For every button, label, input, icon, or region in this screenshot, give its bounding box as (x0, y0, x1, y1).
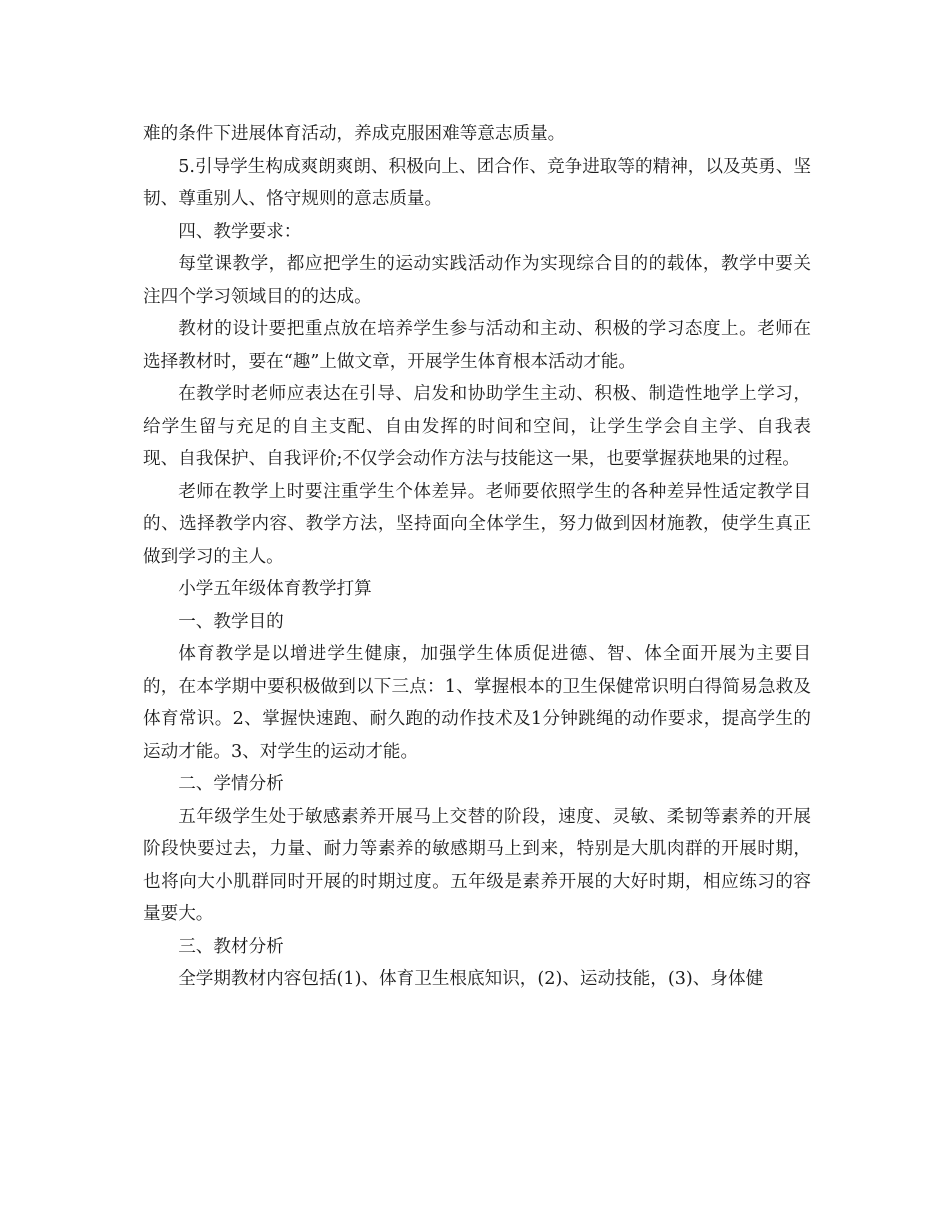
paragraph-goal-5: 5.引导学生构成爽朗爽朗、积极向上、团合作、竞争进取等的精神，以及英勇、坚韧、尊重别人、恪守规则的意志质量。 (143, 156, 811, 209)
section-title: 小学五年级体育教学打算 (178, 579, 372, 599)
heading-material-analysis: 三、教材分析 (178, 936, 284, 957)
paragraph-student-analysis: 五年级学生处于敏感素养开展马上交替的阶段，速度、灵敏、柔韧等素养的开展阶段快要过去，力量、耐力等素养的敏感期马上到来，特别是大肌肉群的开展时期，也将向大小肌群同时开展的时期过度。五年级是素养开展的大好时期，相应练习的容量要大。 (143, 806, 811, 924)
paragraph-teaching-goals: 体育教学是以增进学生健康，加强学生体质促进德、智、体全面开展为主要目的，在本学期中要积极做到以下三点：1、掌握根本的卫生保健常识明白得简易急救及体育常识。2、掌握快速跑、耐久跑的动作技术及1分钟跳绳的动作要求，提高学生的运动才能。3、对学生的运动才能。 (143, 644, 811, 762)
paragraph-material-analysis: 全学期教材内容包括(1)、体育卫生根底知识，(2)、运动技能，(3)、身体健 (178, 969, 764, 989)
document-body (143, 118, 811, 996)
heading-teaching-goals: 一、教学目的 (178, 611, 284, 632)
paragraph-continuation: 难的条件下进展体育活动，养成克服困难等意志质量。 (143, 124, 566, 144)
paragraph-requirement-3: 在教学时老师应表达在引导、启发和协助学生主动、积极、制造性地学上学习，给学生留与充足的自主支配、自由发挥的时间和空间，让学生学会自主学、自我表现、自我保护、自我评价;不仅学会动作方法与技能这一果，也要掌握获地果的过程。 (143, 384, 811, 469)
paragraph-requirement-4: 老师在教学上时要注重学生个体差异。老师要依照学生的各种差异性适定教学目的、选择教学内容、教学方法，坚持面向全体学生，努力做到因材施教，使学生真正做到学习的主人。 (143, 481, 811, 567)
heading-teaching-requirements: 四、教学要求： (178, 221, 302, 242)
paragraph-requirement-1: 每堂课教学，都应把学生的运动实践活动作为实现综合目的的载体，教学中要关注四个学习领域目的的达成。 (143, 254, 811, 307)
heading-student-analysis: 二、学情分析 (178, 774, 284, 794)
paragraph-requirement-2: 教材的设计要把重点放在培养学生参与活动和主动、积极的学习态度上。老师在选择教材时，要在“趣”上做文章，开展学生体育根本活动才能。 (143, 319, 811, 372)
